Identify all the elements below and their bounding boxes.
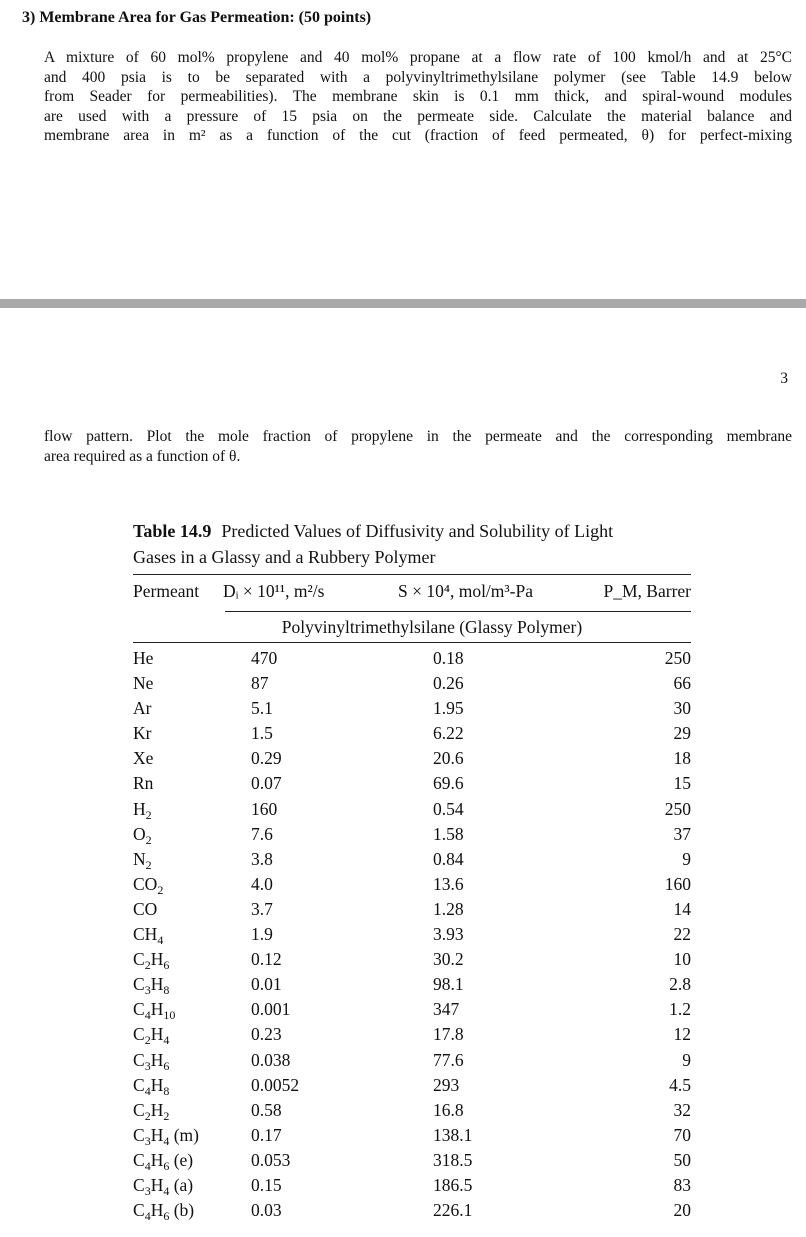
diffusivity-cell: 0.29 [251, 748, 282, 769]
question-paragraph [44, 48, 792, 146]
permeant-cell: $CH_4$ [133, 924, 164, 948]
solubility-cell: 347 [433, 999, 460, 1020]
permeability-table [133, 518, 691, 1222]
permeability-cell: 12 [673, 1024, 691, 1045]
diffusivity-cell: 0.15 [251, 1174, 282, 1195]
solubility-cell: 186.5 [433, 1174, 473, 1195]
permeability-cell: 15 [673, 773, 691, 794]
permeant-cell: $C_3H_4$ (a) [133, 1174, 194, 1198]
col-header-permeant: Permeant [133, 581, 200, 601]
diffusivity-cell: 0.12 [251, 949, 282, 970]
table-row [133, 1097, 691, 1122]
permeant-cell: $C_2H_6$ [133, 949, 170, 973]
permeability-cell: 50 [673, 1149, 691, 1170]
diffusivity-cell: 5.1 [251, 698, 273, 719]
solubility-cell: 1.28 [433, 898, 464, 919]
permeability-cell: 250 [664, 648, 691, 668]
question-line: membrane area in m² as a function of the cut (fraction of feed permeated, θ) for perfect-mixing [44, 127, 792, 144]
table-subheading: Polyvinyltrimethylsilane (Glassy Polymer) [281, 617, 583, 637]
col-header-diffusivity: Dᵢ × 10¹¹, m²/s [223, 581, 325, 601]
table-row [133, 1147, 691, 1172]
solubility-cell: 16.8 [433, 1099, 464, 1120]
permeant-cell: $C_4H_6$ (b) [133, 1200, 195, 1224]
solubility-cell: 6.22 [433, 723, 464, 744]
solubility-cell: 1.95 [433, 698, 464, 719]
continuation-line: area required as a function of θ. [44, 447, 241, 465]
solubility-cell: 0.84 [433, 848, 464, 869]
diffusivity-cell: 0.001 [251, 999, 291, 1020]
diffusivity-cell: 1.9 [251, 924, 273, 945]
solubility-cell: 318.5 [433, 1149, 473, 1170]
permeability-cell: 9 [682, 848, 691, 869]
table-body [133, 645, 691, 1222]
table-row [133, 720, 691, 745]
diffusivity-cell: 160 [251, 798, 278, 819]
solubility-cell: 0.54 [433, 798, 464, 819]
question-line: A mixture of 60 mol% propylene and 40 mol% propane at a flow rate of 100 kmol/h and at 25°C [44, 49, 792, 66]
question-line: and 400 psia is to be separated with a polyvinyltrimethylsilane polymer (see Table 14.9 below [44, 68, 792, 86]
solubility-cell: 1.58 [433, 823, 464, 844]
page-divider [0, 299, 806, 308]
table-row [133, 1021, 691, 1046]
solubility-cell: 0.26 [433, 673, 464, 694]
table-row [133, 921, 691, 946]
table-row [133, 1172, 691, 1197]
diffusivity-cell: 4.0 [251, 873, 273, 894]
diffusivity-cell: 7.6 [251, 823, 273, 844]
permeability-cell: 83 [673, 1174, 691, 1195]
table-row [133, 1047, 691, 1072]
solubility-cell: 3.93 [433, 924, 464, 945]
permeant-cell: Ar [133, 698, 152, 719]
diffusivity-cell: 3.8 [251, 848, 273, 869]
solubility-cell: 138.1 [433, 1124, 473, 1145]
diffusivity-cell: 0.03 [251, 1200, 282, 1221]
table-label: Table 14.9 [133, 521, 212, 541]
solubility-cell: 30.2 [433, 949, 464, 970]
permeant-cell: $C_3H_8$ [133, 974, 170, 998]
col-header-permeability: P_M, Barrer [603, 581, 691, 601]
permeant-cell: $C_4H_{10}$ [133, 999, 176, 1023]
table-row [133, 946, 691, 971]
table-header-row [133, 575, 691, 611]
permeant-cell: $N_2$ [133, 848, 152, 872]
permeant-cell: $O_2$ [133, 823, 152, 847]
table-caption-line2: Gases in a Glassy and a Rubbery Polymer [133, 547, 436, 567]
question-line: are used with a pressure of 15 psia on the permeate side. Calculate the material balance and [44, 107, 792, 125]
diffusivity-cell: 0.038 [251, 1049, 291, 1070]
permeant-cell: Kr [133, 723, 152, 744]
table-row [133, 896, 691, 921]
permeability-cell: 70 [673, 1124, 691, 1145]
permeant-cell: $C_3H_6$ [133, 1049, 170, 1073]
diffusivity-cell: 0.053 [251, 1149, 291, 1170]
permeability-cell: 10 [673, 949, 691, 970]
permeability-cell: 20 [673, 1200, 691, 1221]
permeant-cell: $H_2$ [133, 798, 152, 822]
table-row [133, 971, 691, 996]
permeant-cell: CO [133, 898, 158, 919]
permeant-cell: $C_2H_2$ [133, 1099, 170, 1123]
diffusivity-cell: 0.01 [251, 974, 282, 995]
solubility-cell: 69.6 [433, 773, 464, 794]
permeability-cell: 1.2 [669, 999, 691, 1020]
permeability-cell: 9 [682, 1049, 691, 1070]
solubility-cell: 13.6 [433, 873, 464, 894]
permeant-cell: Xe [133, 748, 154, 769]
diffusivity-cell: 0.58 [251, 1099, 282, 1120]
diffusivity-cell: 3.7 [251, 898, 273, 919]
table-row [133, 996, 691, 1021]
table-caption-line1: Predicted Values of Diffusivity and Solubility of Light [221, 521, 614, 541]
permeability-cell: 18 [673, 748, 691, 769]
permeability-cell: 29 [673, 723, 691, 744]
continuation-line: flow pattern. Plot the mole fraction of propylene in the permeate and the corresponding membrane [44, 428, 792, 445]
table-row [133, 1072, 691, 1097]
diffusivity-cell: 1.5 [251, 723, 273, 744]
table-row [133, 745, 691, 770]
permeant-cell: $C_4H_6$ (e) [133, 1149, 194, 1173]
permeant-cell: $C_4H_8$ [133, 1074, 170, 1098]
table-row [133, 670, 691, 695]
permeant-cell: $CO_2$ [133, 873, 164, 897]
permeability-cell: 32 [673, 1099, 691, 1120]
diffusivity-cell: 0.23 [251, 1024, 282, 1045]
diffusivity-cell: 0.17 [251, 1124, 282, 1145]
permeant-cell: $C_3H_4$ (m) [133, 1124, 199, 1148]
table-row [133, 871, 691, 896]
solubility-cell: 226.1 [433, 1200, 473, 1221]
diffusivity-cell: 87 [251, 673, 269, 694]
table-row [133, 1197, 691, 1222]
solubility-cell: 98.1 [433, 974, 464, 995]
diffusivity-cell: 0.07 [251, 773, 282, 794]
permeability-cell: 4.5 [669, 1074, 691, 1095]
permeability-cell: 66 [673, 673, 691, 694]
question-line: from Seader for permeabilities). The membrane skin is 0.1 mm thick, and spiral-wound modules [44, 88, 792, 105]
permeability-cell: 14 [673, 898, 691, 919]
permeability-cell: 22 [673, 924, 691, 945]
table-row [133, 695, 691, 720]
continuation-paragraph [44, 427, 792, 466]
page-number: 3 [780, 370, 788, 387]
permeant-cell: He [133, 648, 154, 668]
table-row [133, 1122, 691, 1147]
solubility-cell: 0.18 [433, 648, 464, 668]
table-row [133, 846, 691, 871]
permeability-cell: 37 [673, 823, 691, 844]
table-row [133, 821, 691, 846]
table-row [133, 770, 691, 795]
solubility-cell: 17.8 [433, 1024, 464, 1045]
diffusivity-cell: 0.0052 [251, 1074, 300, 1095]
permeability-cell: 30 [673, 698, 691, 719]
diffusivity-cell: 470 [251, 648, 278, 668]
solubility-cell: 293 [433, 1074, 460, 1095]
permeant-cell: Rn [133, 773, 154, 794]
solubility-cell: 20.6 [433, 748, 464, 769]
permeability-cell: 250 [664, 798, 691, 819]
permeability-cell: 2.8 [669, 974, 691, 995]
permeant-cell: Ne [133, 673, 154, 694]
table-row [133, 796, 691, 821]
col-header-solubility: S × 10⁴, mol/m³-Pa [398, 581, 533, 601]
table-row [133, 645, 691, 670]
table-subheading-rule [133, 642, 691, 643]
permeability-cell: 160 [664, 873, 691, 894]
solubility-cell: 77.6 [433, 1049, 464, 1070]
permeant-cell: $C_2H_4$ [133, 1024, 170, 1048]
question-heading: 3) Membrane Area for Gas Permeation: (50 points) [22, 9, 372, 26]
table-caption [133, 518, 691, 570]
